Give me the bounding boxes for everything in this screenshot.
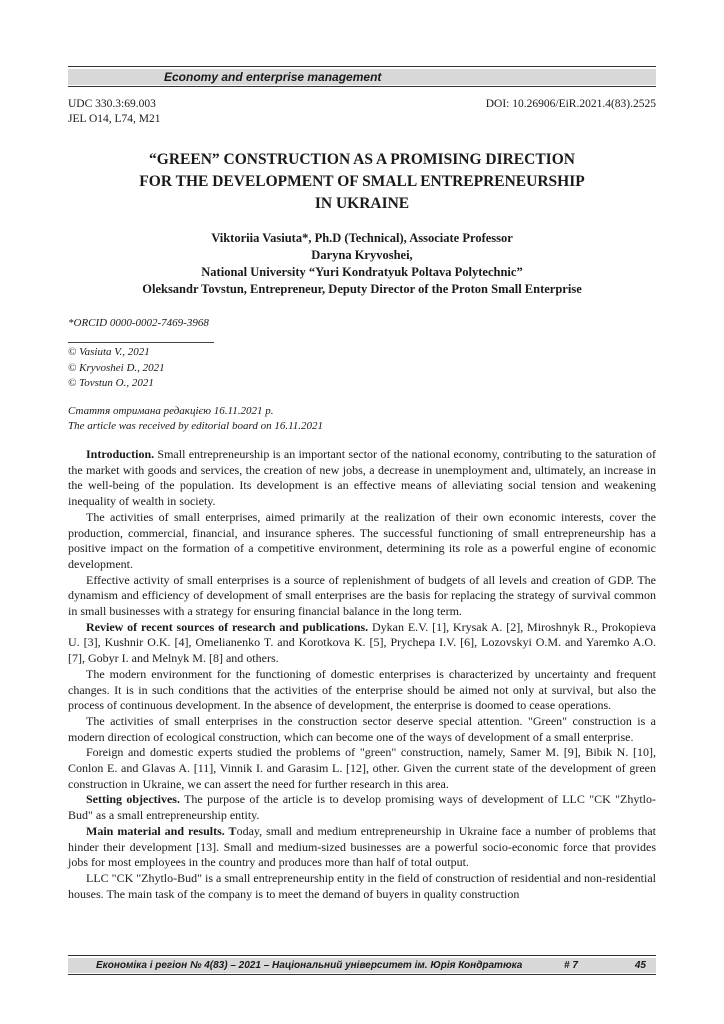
page-number: 45 <box>634 960 646 971</box>
footnote-rule <box>68 342 214 343</box>
doi: DOI: 10.26906/EiR.2021.4(83).2525 <box>485 98 656 110</box>
author-line: Oleksandr Tovstun, Entrepreneur, Deputy Director of the Proton Small Enterprise <box>142 282 582 296</box>
paragraph-text: Small entrepreneurship is an important sector of the national economy, contributing to the saturation of the market with goods and services, the creation of new jobs, a decrease in unemployment and, ultimately, an increase in the well-being of the population. Its development is an effective means of alleviating social tension and weakening inequality of wealth in society. <box>68 447 656 509</box>
footer-rule-top <box>68 955 656 956</box>
paragraph-review <box>68 620 656 667</box>
paragraph-text: Dykan E.V. [1], Krysak A. [2], Miroshnyk R., Prokopieva U. [3], Kushnir O.K. [4], Omelianenko T. and Korotkova K. [5], Prychepa I.V. [6], Lozovskyi O.M. and Yaremko A.O. [7], Gobyr I. and Melnyk M. [8] and others. <box>68 619 657 666</box>
section-heading: Setting objectives. <box>86 792 180 807</box>
received-ua: Стаття отримана редакцією 16.11.2021 р. <box>68 405 274 417</box>
author-line: Viktoriia Vasiuta*, Ph.D (Technical), Associate Professor <box>211 231 513 245</box>
author-line: Daryna Kryvoshei, <box>311 248 413 262</box>
journal-name: Економіка і регіон № 4(83) – 2021 – Національний університет ім. Юрія Кондратюка <box>96 960 523 971</box>
copyright-line: © Kryvoshei D., 2021 <box>68 361 165 374</box>
received-en: The article was received by editorial board on 16.11.2021 <box>68 419 323 432</box>
paragraph-text: oday, small and medium entrepreneurship in Ukraine face a number of problems that hinder their development [13]. Small and medium-sized businesses are a powerful socio-economic force that provides jobs for most employees in the country and produces more than half of total output. <box>68 823 657 870</box>
section-heading: Review of recent sources of research and publications. <box>86 619 369 634</box>
title-line: “GREEN” CONSTRUCTION AS A PROMISING DIRECTION <box>149 151 575 168</box>
paragraph-text: The purpose of the article is to develop promising ways of development of LLC "CK "Zhytlo-Bud" as a small entrepreneurship entity. <box>68 792 656 823</box>
footer-rule-bottom <box>68 974 656 975</box>
copyright-line: © Vasiuta V., 2021 <box>68 346 150 358</box>
section-heading: Main material and results. T <box>86 823 237 838</box>
paragraph-objectives <box>68 792 656 823</box>
paragraph: The modern environment for the functioning of domestic enterprises is characterized by uncertainty and frequent changes. It is in such conditions that the activities of the enterprise should be aimed not only at survival, but also the process of continuous development. In the absence of development, the enterprise is doomed to cease operations. <box>68 666 656 713</box>
paragraph: The activities of small enterprises, aimed primarily at the realization of their own economic interests, cover the production, commercial, financial, and insurance spheres. The successful functioning of small entrepreneurship has a positive impact on the formation of a competitive environment, determining its role as a powerful engine of economic development. <box>68 509 656 571</box>
copyright-line: © Tovstun O., 2021 <box>68 377 154 389</box>
orcid-note: *ORCID 0000-0002-7469-3968 <box>68 317 209 329</box>
article-title <box>68 149 656 215</box>
jel-codes: JEL O14, L74, M21 <box>68 113 161 125</box>
article-body <box>68 447 656 902</box>
affiliation: National University “Yuri Kondratyuk Poltava Polytechnic” <box>201 265 523 279</box>
running-footer <box>68 958 656 973</box>
header-rule-bottom <box>68 86 656 87</box>
title-line: FOR THE DEVELOPMENT OF SMALL ENTREPRENEURSHIP <box>139 173 585 190</box>
paragraph: The activities of small enterprises in the construction sector deserve special attention. "Green" construction is a modern direction of ecological construction, which can become one of the ways of development of a small enterprise. <box>68 713 656 744</box>
paragraph: Foreign and domestic experts studied the problems of "green" construction, namely, Samer M. [9], Bibik N. [10], Conlon E. and Glavas A. [11], Vinnik I. and Garasim L. [12], other. Given the current state of the development of green construction in Ukraine, we can assert the need for further research in this area. <box>68 745 656 791</box>
paragraph-introduction <box>68 447 656 510</box>
paragraph-main <box>68 824 656 871</box>
udc-code: UDC 330.3:69.003 <box>68 98 156 110</box>
header-rule-top <box>68 66 656 67</box>
section-title: Economy and enterprise management <box>164 70 382 84</box>
issue-number: # 7 <box>564 960 578 971</box>
title-line: IN UKRAINE <box>314 195 410 212</box>
running-header <box>68 69 656 85</box>
section-heading: Introduction. <box>86 447 155 461</box>
article-meta <box>68 97 656 127</box>
received-note <box>68 404 323 433</box>
copyright-block <box>68 345 165 392</box>
paragraph: LLC "CK "Zhytlo-Bud" is a small entrepreneurship entity in the field of construction of residential and non-residential houses. The main task of the company is to meet the demand of buyers in quality construction <box>68 870 656 901</box>
paragraph: Effective activity of small enterprises is a source of replenishment of budgets of all levels and creation of GDP. The dynamism and efficiency of development of small enterprises are the basis for replacing the strategy of survival common in small businesses with a strategy for ensuring financial balance in the long term. <box>68 572 656 619</box>
authors-block <box>68 230 656 298</box>
